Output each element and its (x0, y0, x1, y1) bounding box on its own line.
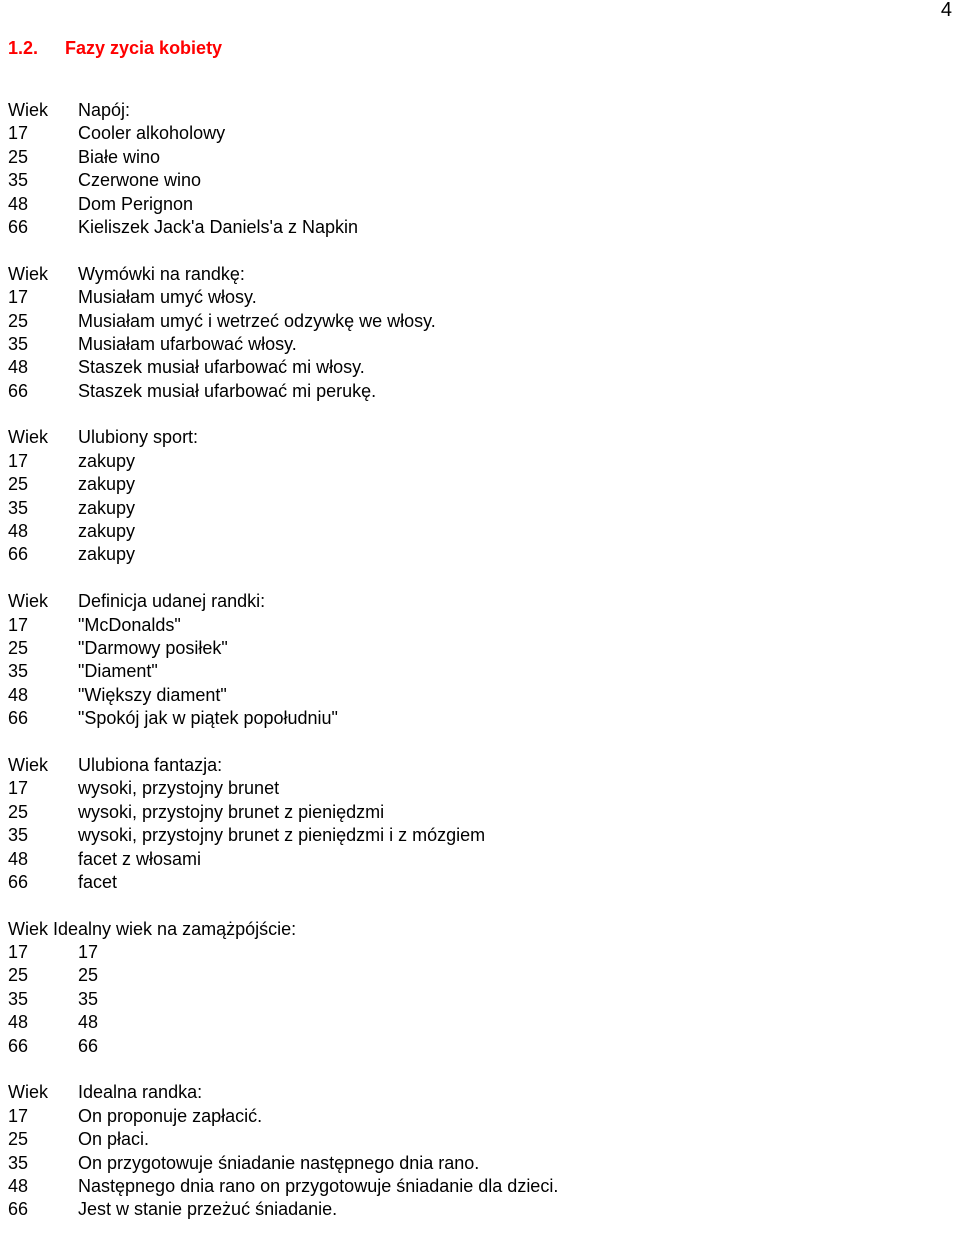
section-ideal-date (8, 1081, 948, 1221)
item-text: wysoki, przystojny brunet (78, 778, 280, 799)
age-value: 35 (8, 661, 29, 682)
item-text: facet (78, 871, 118, 892)
list-item (8, 1198, 948, 1221)
list-item (8, 637, 948, 660)
list-item (8, 193, 948, 216)
section-excuses (8, 263, 948, 403)
header-label: Napój: (78, 100, 131, 120)
age-value: 66 (8, 708, 29, 729)
age-value: 17 (8, 287, 29, 308)
list-item (8, 1011, 948, 1034)
section-header (8, 426, 948, 449)
age-value: 35 (8, 170, 29, 191)
section-date-definition (8, 590, 948, 730)
age-value: 25 (8, 146, 29, 167)
list-item (8, 801, 948, 824)
item-text: Staszek musiał ufarbować mi perukę. (78, 380, 377, 401)
age-value: 17 (8, 778, 29, 799)
item-text: "Spokój jak w piątek popołudniu" (78, 708, 338, 729)
item-text: Białe wino (78, 146, 161, 167)
list-item (8, 169, 948, 192)
list-item (8, 497, 948, 520)
item-text: "McDonalds" (78, 614, 181, 635)
item-text: On proponuje zapłacić. (78, 1105, 263, 1126)
section-header (8, 263, 948, 286)
list-item (8, 1175, 948, 1198)
header-label: Ulubiona fantazja: (78, 754, 223, 775)
age-value: 17 (8, 942, 29, 963)
header-age-label: Wiek (8, 100, 48, 120)
list-item (8, 848, 948, 871)
heading-title: Fazy zycia kobiety (65, 38, 223, 58)
list-item (8, 122, 948, 145)
list-item (8, 450, 948, 473)
age-value: 35 (8, 497, 29, 518)
item-text: On płaci. (78, 1129, 150, 1150)
item-text: Musiałam umyć włosy. (78, 287, 257, 308)
age-value: 25 (8, 1129, 29, 1150)
list-item (8, 988, 948, 1011)
age-value: 25 (8, 801, 29, 822)
age-value: 25 (8, 474, 29, 495)
list-item (8, 777, 948, 800)
item-text: 35 (78, 988, 99, 1009)
section-header (8, 1081, 948, 1104)
item-text: 17 (78, 942, 99, 963)
list-item (8, 520, 948, 543)
age-value: 66 (8, 1199, 29, 1220)
item-text: 25 (78, 965, 99, 986)
item-text: Cooler alkoholowy (78, 123, 226, 144)
list-item (8, 310, 948, 333)
list-item (8, 684, 948, 707)
age-value: 66 (8, 380, 29, 401)
list-item (8, 286, 948, 309)
header-label: Definicja udanej randki: (78, 591, 266, 612)
age-value: 17 (8, 450, 29, 471)
section-drink (8, 99, 948, 239)
header-label: Idealna randka: (78, 1082, 203, 1103)
item-text: On przygotowuje śniadanie następnego dnia rano. (78, 1152, 480, 1173)
age-value: 35 (8, 1152, 29, 1173)
list-item (8, 707, 948, 730)
list-item (8, 216, 948, 239)
list-item (8, 964, 948, 987)
age-value: 48 (8, 848, 29, 869)
section-sport (8, 426, 948, 566)
item-text: wysoki, przystojny brunet z pieniędzmi (78, 801, 385, 822)
list-item (8, 380, 948, 403)
list-item (8, 871, 948, 894)
age-value: 48 (8, 1012, 29, 1033)
age-value: 66 (8, 871, 29, 892)
list-item (8, 1128, 948, 1151)
age-value: 48 (8, 357, 29, 378)
item-text: Czerwone wino (78, 170, 202, 191)
header-age-label: Wiek (8, 1082, 48, 1103)
age-value: 48 (8, 684, 29, 705)
section-header (8, 754, 948, 777)
list-item (8, 1105, 948, 1128)
section-ideal-marriage-age (8, 918, 948, 1058)
header-age-label: Wiek (8, 754, 48, 775)
page-number: 4 (940, 0, 952, 21)
header-age-label: Wiek (8, 918, 48, 939)
age-value: 35 (8, 825, 29, 846)
item-text: Jest w stanie przeżuć śniadanie. (78, 1199, 338, 1220)
age-value: 25 (8, 310, 29, 331)
item-text: "Darmowy posiłek" (78, 637, 228, 658)
item-text: Musiałam ufarbować włosy. (78, 333, 297, 354)
section-header (8, 99, 948, 122)
item-text: Staszek musiał ufarbować mi włosy. (78, 357, 365, 378)
header-age-label: Wiek (8, 263, 48, 284)
item-text: facet z włosami (78, 848, 202, 869)
item-text: zakupy (78, 544, 136, 565)
list-item (8, 146, 948, 169)
item-text: zakupy (78, 497, 136, 518)
header-label: Idealny wiek na zamążpójście: (53, 918, 297, 939)
age-value: 17 (8, 1105, 29, 1126)
list-item (8, 543, 948, 566)
age-value: 66 (8, 544, 29, 565)
document-body (8, 99, 948, 1245)
list-item (8, 1152, 948, 1175)
age-value: 17 (8, 614, 29, 635)
age-value: 25 (8, 965, 29, 986)
item-text: Następnego dnia rano on przygotowuje śniadanie dla dzieci. (78, 1175, 559, 1196)
section-fantasy (8, 754, 948, 894)
age-value: 48 (8, 193, 29, 214)
section-header (8, 918, 948, 941)
item-text: zakupy (78, 474, 136, 495)
item-text: "Większy diament" (78, 684, 227, 705)
item-text: Kieliszek Jack'a Daniels'a z Napkin (78, 216, 358, 237)
list-item (8, 333, 948, 356)
item-text: "Diament" (78, 661, 158, 682)
item-text: 48 (78, 1012, 99, 1033)
item-text: zakupy (78, 450, 136, 471)
age-value: 17 (8, 123, 29, 144)
age-value: 48 (8, 521, 29, 542)
age-value: 35 (8, 333, 29, 354)
list-item (8, 356, 948, 379)
item-text: wysoki, przystojny brunet z pieniędzmi i z mózgiem (78, 825, 486, 846)
header-age-label: Wiek (8, 427, 48, 448)
heading-number: 1.2. (8, 38, 39, 58)
header-label: Wymówki na randkę: (78, 263, 245, 284)
item-text: 66 (78, 1035, 99, 1056)
age-value: 35 (8, 988, 29, 1009)
section-header (8, 590, 948, 613)
age-value: 48 (8, 1175, 29, 1196)
item-text: Dom Perignon (78, 193, 194, 214)
item-text: zakupy (78, 521, 136, 542)
list-item (8, 1035, 948, 1058)
list-item (8, 473, 948, 496)
age-value: 25 (8, 637, 29, 658)
section-heading (8, 37, 222, 59)
list-item (8, 941, 948, 964)
age-value: 66 (8, 1035, 29, 1056)
header-age-label: Wiek (8, 591, 48, 612)
age-value: 66 (8, 216, 29, 237)
list-item (8, 824, 948, 847)
list-item (8, 614, 948, 637)
item-text: Musiałam umyć i wetrzeć odzywkę we włosy. (78, 310, 436, 331)
header-label: Ulubiony sport: (78, 427, 199, 448)
list-item (8, 660, 948, 683)
